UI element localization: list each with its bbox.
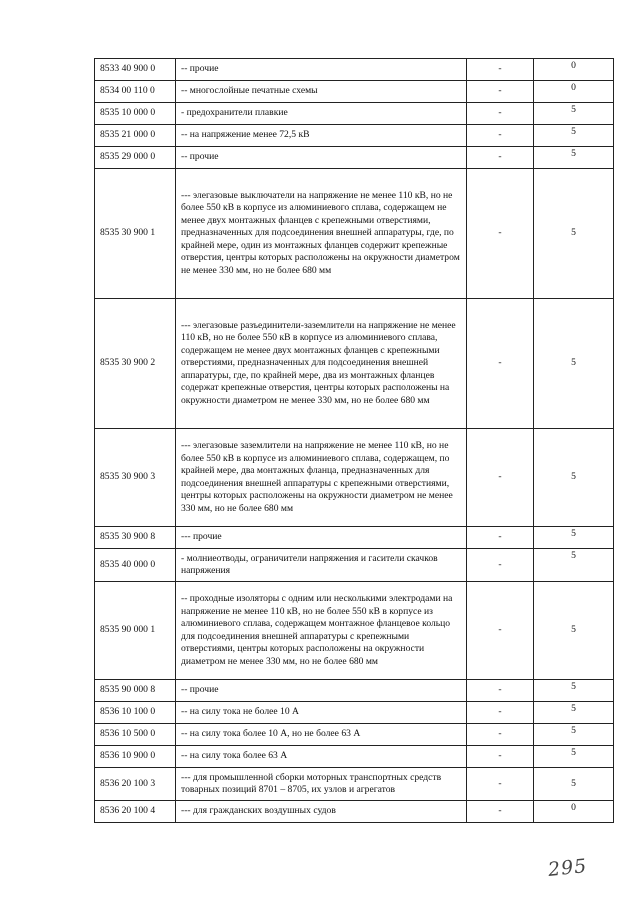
tariff-code-cell: 8536 20 100 3 [95, 768, 176, 801]
duty-rate-cell [534, 147, 614, 169]
table-row [95, 801, 614, 823]
unit-cell: - [467, 103, 534, 125]
unit-cell: - [467, 527, 534, 549]
duty-rate-value: 5 [571, 148, 576, 159]
duty-rate-cell [534, 125, 614, 147]
description-cell: -- проходные изоляторы с одним или несколькими электродами на напряжение не менее 110 кВ, но не более 550 кВ в корпусе из алюминиевого сплава, содержащем монтажное фланцевое кольцо для подсоединения внешней аппаратуры с крепежными отверстиями, центры которых расположены на окружности диаметром не менее 330 мм, но не более 680 мм [176, 582, 467, 680]
tariff-code-cell: 8535 90 000 1 [95, 582, 176, 680]
unit-cell: - [467, 702, 534, 724]
unit-cell: - [467, 549, 534, 582]
duty-rate-value: 5 [571, 747, 576, 758]
unit-cell: - [467, 429, 534, 527]
duty-rate-cell [534, 724, 614, 746]
duty-rate-cell [534, 746, 614, 768]
description-cell: -- на силу тока более 63 А [176, 746, 467, 768]
duty-rate-value: 0 [571, 802, 576, 813]
tariff-code-cell: 8535 29 000 0 [95, 147, 176, 169]
table-row [95, 582, 614, 680]
table-row [95, 169, 614, 299]
table-row [95, 59, 614, 81]
unit-cell: - [467, 125, 534, 147]
tariff-code-cell: 8533 40 900 0 [95, 59, 176, 81]
duty-rate-cell [534, 801, 614, 823]
table-row [95, 527, 614, 549]
description-cell: --- элегазовые заземлители на напряжение не менее 110 кВ, но не более 550 кВ в корпусе из алюминиевого сплава, содержащем, по крайней мере, два монтажных фланца, предназначенных для подсоединения внешней аппаратуры с крепежными отверстиями, центры которых расположены на окружности диаметром не менее 330 мм, но не более 680 мм [176, 429, 467, 527]
description-cell: - молниеотводы, ограничители напряжения и гасители скачков напряжения [176, 549, 467, 582]
tariff-code-cell: 8535 40 000 0 [95, 549, 176, 582]
unit-cell: - [467, 147, 534, 169]
tariff-code-cell: 8536 20 100 4 [95, 801, 176, 823]
tariff-code-cell: 8536 10 900 0 [95, 746, 176, 768]
table-row [95, 702, 614, 724]
table-row [95, 81, 614, 103]
unit-cell: - [467, 299, 534, 429]
unit-cell: - [467, 582, 534, 680]
duty-rate-value: 5 [571, 725, 576, 736]
duty-rate-value: 5 [571, 104, 576, 115]
duty-rate-cell: 5 [534, 582, 614, 680]
description-cell: -- на силу тока не более 10 А [176, 702, 467, 724]
description-cell: --- элегазовые выключатели на напряжение не менее 110 кВ, но не более 550 кВ в корпусе из алюминиевого сплава, содержащем не менее двух монтажных фланцев с крепежными отверстиями, предназначенных для подсоединения внешней аппаратуры, где, по крайней мере, один из монтажных фланцев содержит крепежные отверстия, центры которых расположены на окружности диаметром не менее 330 мм, но не более 680 мм [176, 169, 467, 299]
unit-cell: - [467, 59, 534, 81]
tariff-code-cell: 8534 00 110 0 [95, 81, 176, 103]
unit-cell: - [467, 801, 534, 823]
tariff-table-body [95, 59, 614, 823]
tariff-code-cell: 8535 30 900 1 [95, 169, 176, 299]
description-cell: --- для гражданских воздушных судов [176, 801, 467, 823]
duty-rate-cell: 5 [534, 299, 614, 429]
duty-rate-cell: 5 [534, 768, 614, 801]
tariff-table [94, 58, 614, 823]
table-row [95, 768, 614, 801]
tariff-code-cell: 8535 10 000 0 [95, 103, 176, 125]
unit-cell: - [467, 724, 534, 746]
duty-rate-value: 5 [571, 126, 576, 137]
description-cell: -- многослойные печатные схемы [176, 81, 467, 103]
tariff-code-cell: 8535 90 000 8 [95, 680, 176, 702]
duty-rate-value: 5 [571, 703, 576, 714]
duty-rate-cell [534, 81, 614, 103]
unit-cell: - [467, 746, 534, 768]
unit-cell: - [467, 768, 534, 801]
table-row [95, 147, 614, 169]
duty-rate-cell [534, 103, 614, 125]
description-cell: -- прочие [176, 59, 467, 81]
description-cell: -- на силу тока более 10 А, но не более 63 А [176, 724, 467, 746]
duty-rate-value: 5 [571, 681, 576, 692]
description-cell: --- прочие [176, 527, 467, 549]
table-row [95, 746, 614, 768]
table-row [95, 429, 614, 527]
tariff-code-cell: 8535 30 900 3 [95, 429, 176, 527]
unit-cell: - [467, 169, 534, 299]
description-cell: - предохранители плавкие [176, 103, 467, 125]
table-row [95, 125, 614, 147]
duty-rate-cell [534, 527, 614, 549]
table-row [95, 299, 614, 429]
duty-rate-cell [534, 59, 614, 81]
duty-rate-cell: 5 [534, 169, 614, 299]
tariff-code-cell: 8535 30 900 8 [95, 527, 176, 549]
tariff-code-cell: 8535 21 000 0 [95, 125, 176, 147]
page-number: 295 [546, 855, 589, 881]
description-cell: --- элегазовые разъединители-заземлители на напряжение не менее 110 кВ, но не более 550 кВ в корпусе из алюминиевого сплава, содержащем не менее двух монтажных фланцев с крепежными отверстиями, предназначенных для подсоединения внешней аппаратуры, где, по крайней мере, два из монтажных фланцев содержат крепежные отверстия, центры которых расположены на окружности диаметром не менее 330 мм, но не более 680 мм [176, 299, 467, 429]
duty-rate-value: 5 [571, 528, 576, 539]
duty-rate-cell [534, 702, 614, 724]
table-row [95, 103, 614, 125]
duty-rate-value: 0 [571, 82, 576, 93]
description-cell: -- прочие [176, 147, 467, 169]
table-row [95, 724, 614, 746]
description-cell: -- на напряжение менее 72,5 кВ [176, 125, 467, 147]
duty-rate-cell [534, 549, 614, 582]
table-row [95, 680, 614, 702]
description-cell: -- прочие [176, 680, 467, 702]
duty-rate-value: 0 [571, 60, 576, 71]
table-row [95, 549, 614, 582]
unit-cell: - [467, 81, 534, 103]
unit-cell: - [467, 680, 534, 702]
tariff-code-cell: 8535 30 900 2 [95, 299, 176, 429]
tariff-code-cell: 8536 10 500 0 [95, 724, 176, 746]
duty-rate-cell: 5 [534, 429, 614, 527]
duty-rate-cell [534, 680, 614, 702]
tariff-code-cell: 8536 10 100 0 [95, 702, 176, 724]
description-cell: --- для промышленной сборки моторных транспортных средств товарных позиций 8701 – 8705, их узлов и агрегатов [176, 768, 467, 801]
duty-rate-value: 5 [571, 550, 576, 561]
